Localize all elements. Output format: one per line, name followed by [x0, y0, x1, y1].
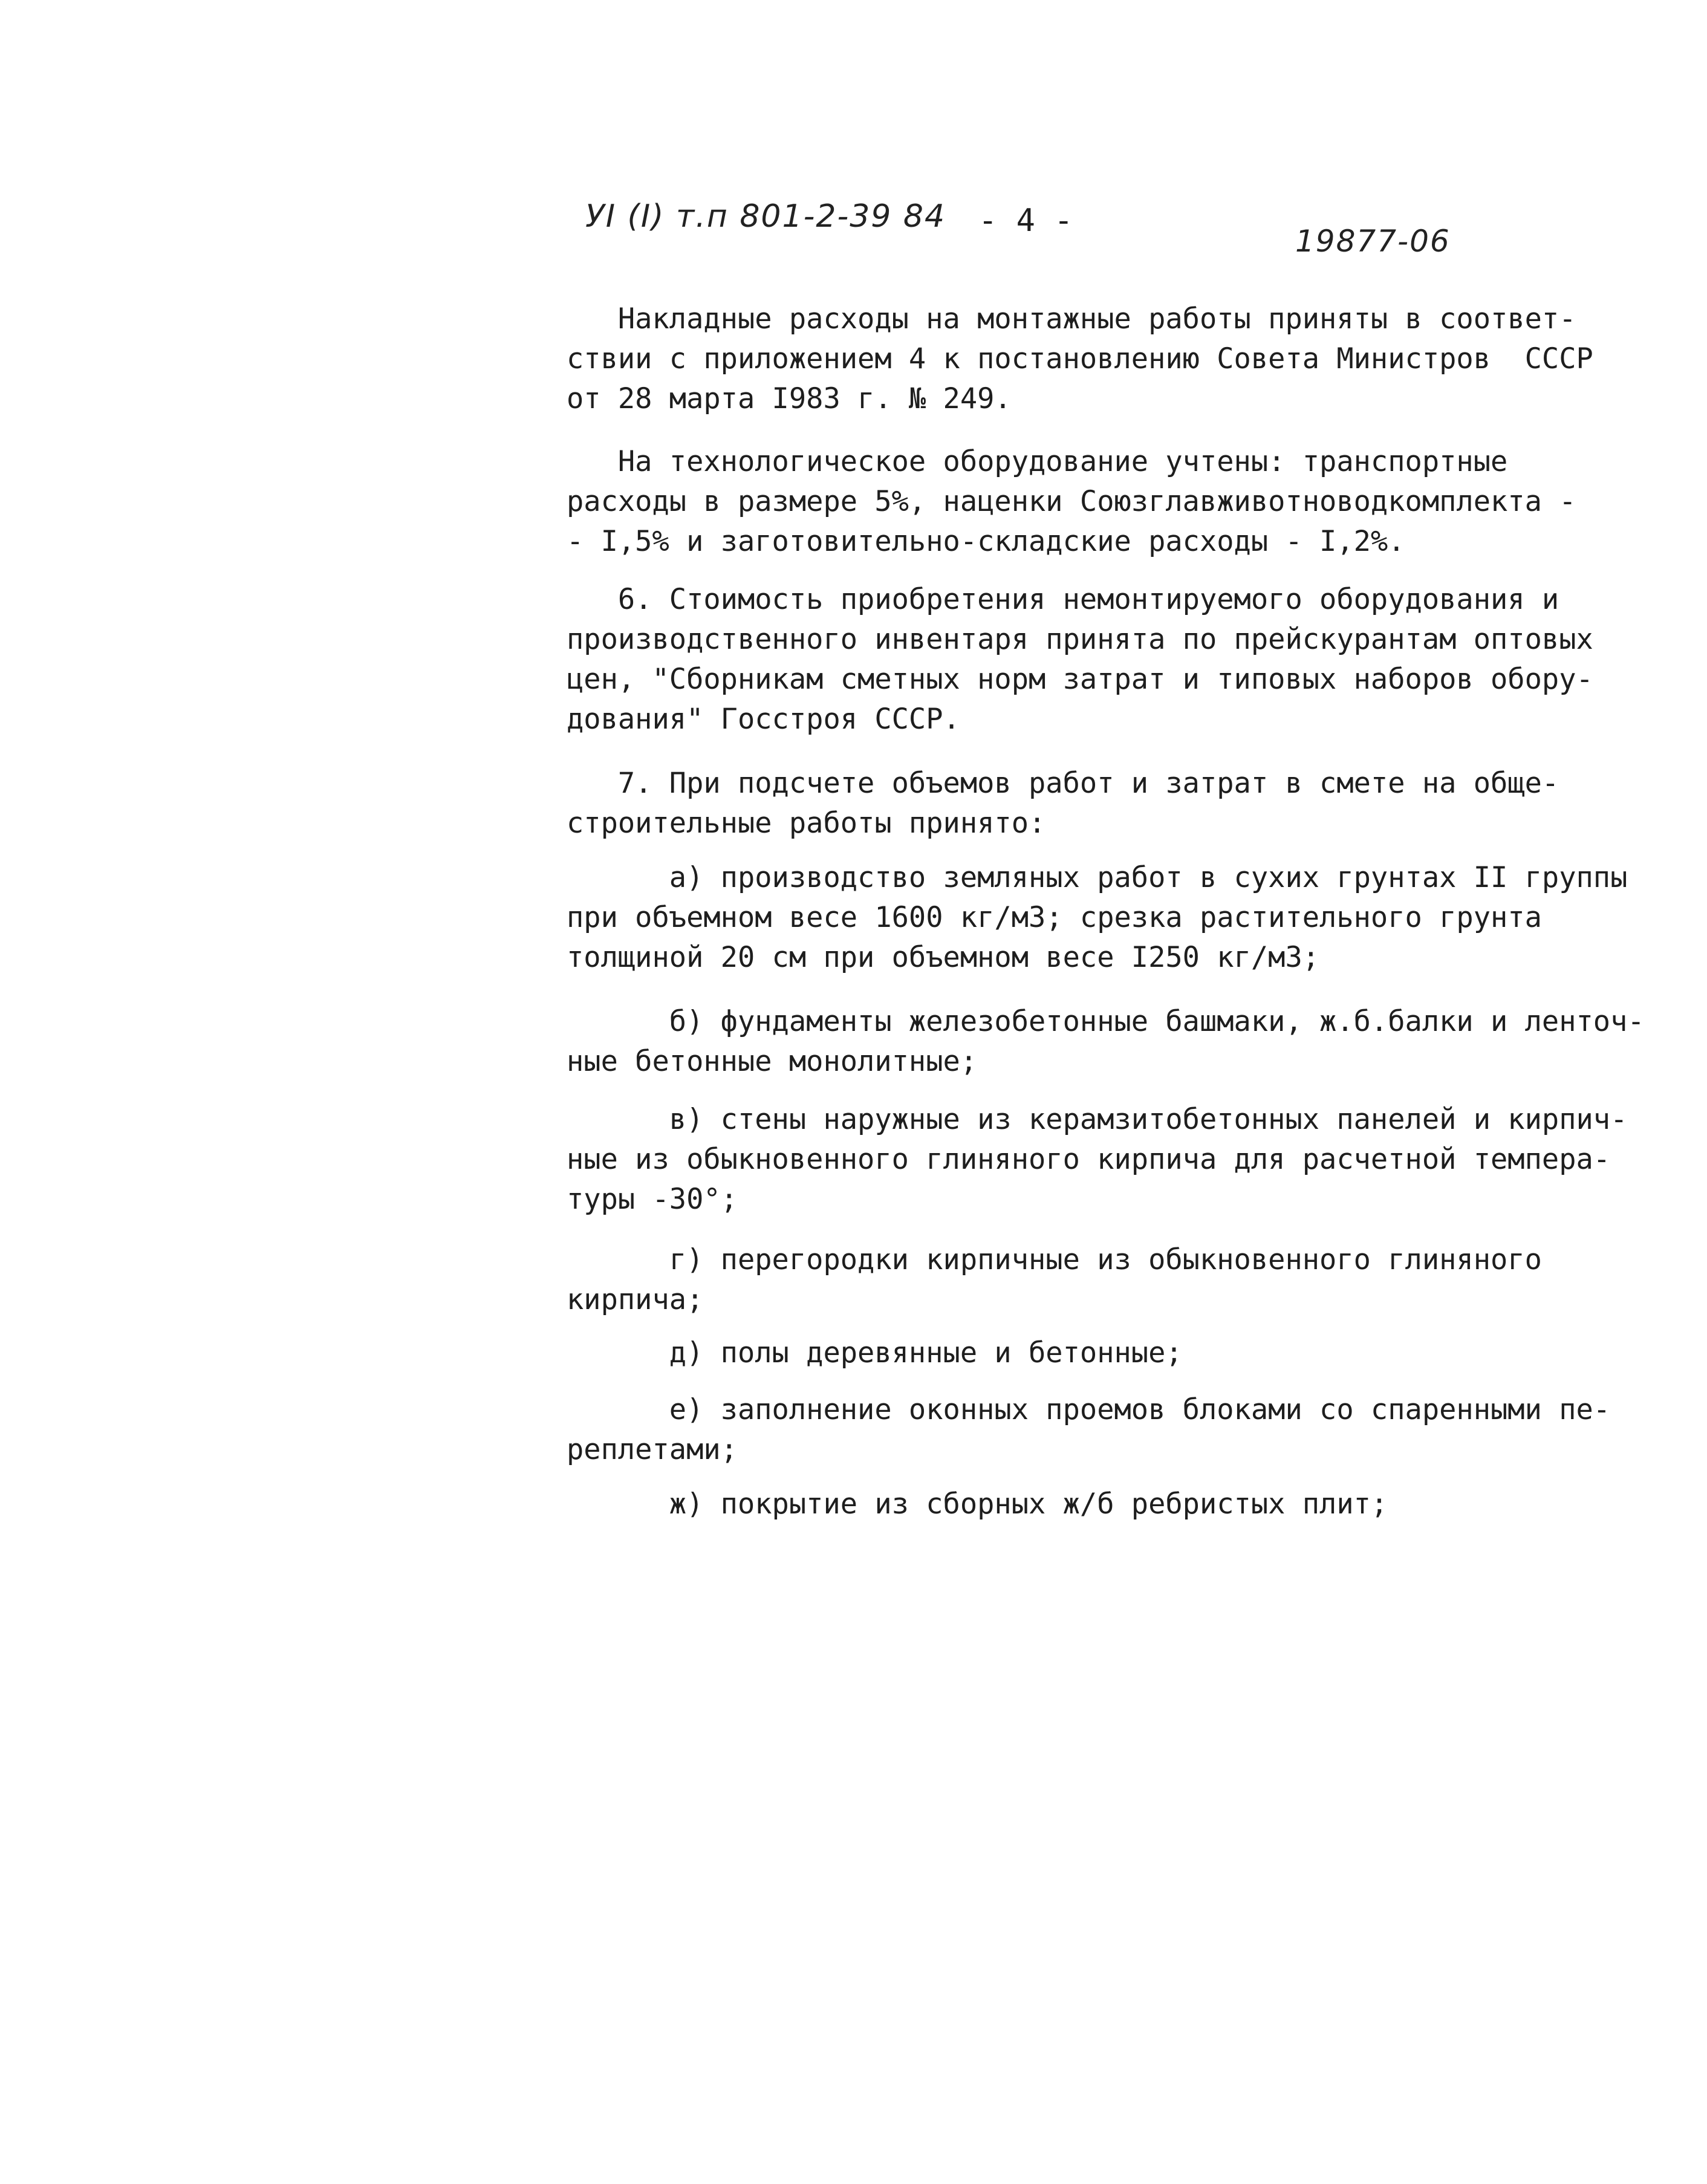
subitem-g: [567, 1240, 1619, 1320]
text-line: реплетами;: [567, 1433, 738, 1466]
text-line: дования" Госстроя СССР.: [567, 703, 960, 736]
text-line: туры -30°;: [567, 1183, 738, 1216]
paragraph-overhead-costs: [567, 299, 1619, 419]
subitem-b: [567, 1002, 1645, 1082]
text-line: д) полы деревянные и бетонные;: [567, 1336, 1183, 1370]
text-line: производственного инвентаря принята по прейскурантам оптовых: [567, 623, 1593, 656]
text-line: ные из обыкновенного глиняного кирпича для расчетной темпера-: [567, 1143, 1611, 1176]
paragraph-item-7: [567, 764, 1619, 843]
text-line: На технологическое оборудование учтены: транспортные: [567, 445, 1508, 478]
text-line: цен, "Сборникам сметных норм затрат и типовых наборов обору-: [567, 663, 1593, 696]
document-code: УI (I) т.п 801-2-39 84: [585, 198, 946, 235]
text-line: строительные работы принято:: [567, 807, 1046, 840]
text-line: г) перегородки кирпичные из обыкновенного глиняного: [567, 1243, 1542, 1276]
subitem-zh: [567, 1484, 1619, 1524]
paragraph-item-6: [567, 580, 1619, 739]
text-line: е) заполнение оконных проемов блоками со спаренными пе-: [567, 1393, 1611, 1426]
text-line: 6. Стоимость приобретения немонтируемого оборудования и: [567, 583, 1559, 616]
text-line: при объемном весе 1600 кг/м3; срезка растительного грунта: [567, 901, 1542, 934]
text-line: а) производство земляных работ в сухих грунтах II группы: [567, 861, 1628, 894]
subitem-v: [567, 1100, 1628, 1220]
subitem-a: [567, 858, 1628, 978]
text-line: 7. При подсчете объемов работ и затрат в смете на обще-: [567, 767, 1559, 800]
page-number: - 4 -: [978, 203, 1073, 239]
text-line: - I,5% и заготовительно-складские расходы - I,2%.: [567, 525, 1405, 558]
text-line: б) фундаменты железобетонные башмаки, ж.б.балки и ленточ-: [567, 1005, 1645, 1038]
text-line: ж) покрытие из сборных ж/б ребристых плит;: [567, 1487, 1388, 1521]
subitem-d: [567, 1333, 1619, 1373]
inventory-number: 19877-06: [1295, 224, 1451, 259]
text-line: от 28 марта I983 г. № 249.: [567, 382, 1012, 415]
text-line: толщиной 20 см при объемном весе I250 кг/м3;: [567, 941, 1320, 974]
text-line: ствии с приложением 4 к постановлению Совета Министров СССР: [567, 342, 1593, 375]
text-line: Накладные расходы на монтажные работы приняты в соответ-: [567, 302, 1576, 336]
text-line: ные бетонные монолитные;: [567, 1045, 978, 1078]
paragraph-equipment-costs: [567, 442, 1619, 562]
text-line: в) стены наружные из керамзитобетонных панелей и кирпич-: [567, 1103, 1628, 1136]
subitem-e: [567, 1390, 1619, 1470]
document-body: [567, 299, 1645, 1524]
text-line: кирпича;: [567, 1283, 704, 1316]
text-line: расходы в размере 5%, наценки Союзглавживотноводкомплекта -: [567, 485, 1576, 518]
